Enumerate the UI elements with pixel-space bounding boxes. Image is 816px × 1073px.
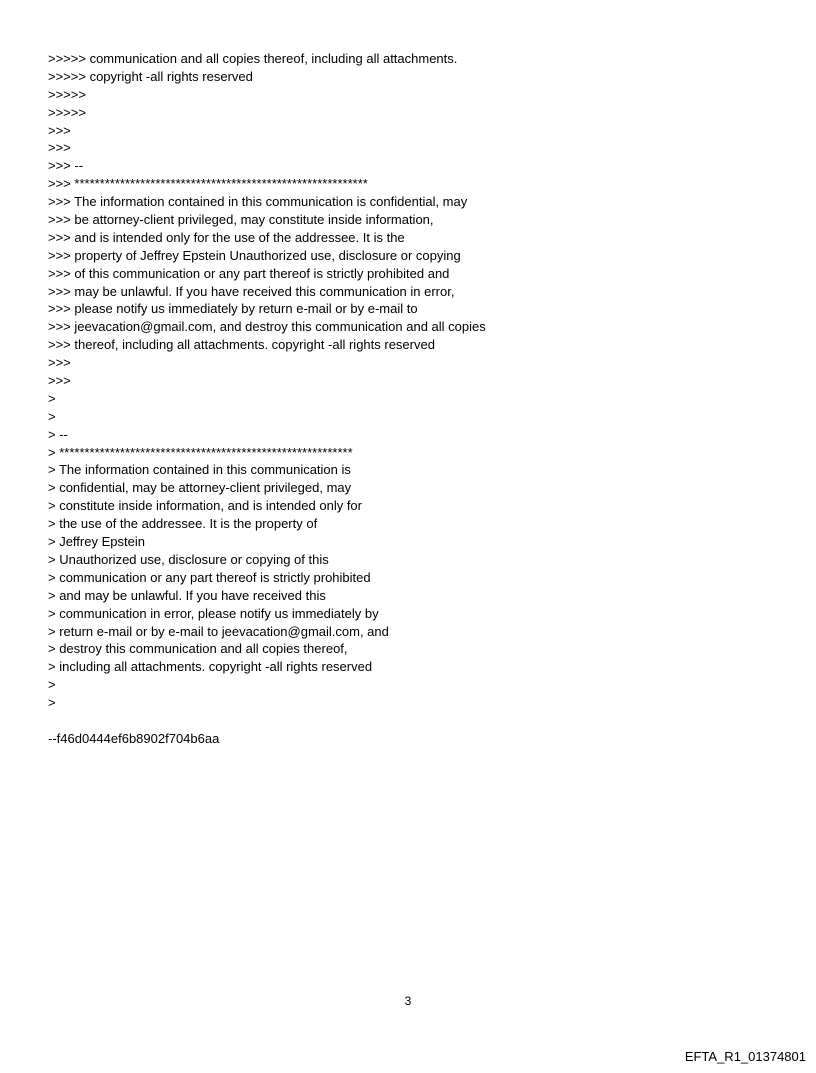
text-line: > The information contained in this communication is — [48, 462, 351, 478]
separator-line: > ********************************************************** — [48, 444, 353, 460]
separator-line: >>> ********************************************************** — [48, 176, 368, 192]
text-line: > confidential, may be attorney-client privileged, may — [48, 480, 352, 496]
text-line: >>> — [48, 355, 71, 371]
text-line: >>> jeevacation@gmail.com, and destroy this communication and all copies — [48, 319, 486, 335]
text-line: > -- — [48, 426, 68, 442]
text-line: > including all attachments. copyright -all rights reserved — [48, 659, 373, 675]
text-line: > — [48, 695, 56, 711]
text-line: >>> The information contained in this communication is confidential, may — [48, 194, 468, 210]
text-line: > — [48, 408, 56, 424]
text-line: >>>>> — [48, 104, 86, 120]
text-line: >>> of this communication or any part thereof is strictly prohibited and — [48, 265, 450, 281]
text-line: >>> -- — [48, 158, 84, 174]
page-number: 3 — [404, 994, 412, 1008]
text-line: > — [48, 677, 56, 693]
text-line: >>> property of Jeffrey Epstein Unauthorized use, disclosure or copying — [48, 247, 461, 263]
text-line: >>>>> copyright -all rights reserved — [48, 68, 253, 84]
text-line: > Unauthorized use, disclosure or copying of this — [48, 551, 329, 567]
blank-line — [48, 712, 768, 730]
text-line: > return e-mail or by e-mail to jeevacation@gmail.com, and — [48, 623, 389, 639]
text-line: > communication in error, please notify us immediately by — [48, 605, 379, 621]
email-body — [48, 50, 768, 748]
text-line: >>>>> — [48, 86, 86, 102]
text-line: > the use of the addressee. It is the property of — [48, 516, 318, 532]
text-line: > communication or any part thereof is strictly prohibited — [48, 569, 371, 585]
text-line: >>> and is intended only for the use of the addressee. It is the — [48, 229, 405, 245]
document-id: EFTA_R1_01374801 — [684, 1049, 806, 1064]
text-line: >>> may be unlawful. If you have received this communication in error, — [48, 283, 455, 299]
text-line: >>> be attorney-client privileged, may constitute inside information, — [48, 212, 434, 228]
text-line: > — [48, 390, 56, 406]
text-line: > destroy this communication and all copies thereof, — [48, 641, 348, 657]
text-line: >>> please notify us immediately by return e-mail or by e-mail to — [48, 301, 418, 317]
text-line: > constitute inside information, and is intended only for — [48, 498, 362, 514]
text-line: > and may be unlawful. If you have received this — [48, 587, 326, 603]
text-line: >>>>> communication and all copies thereof, including all attachments. — [48, 51, 458, 66]
text-line: >>> — [48, 122, 71, 138]
text-line: >>> thereof, including all attachments. copyright -all rights reserved — [48, 337, 435, 353]
text-line: >>> — [48, 373, 71, 389]
text-line: >>> — [48, 140, 71, 156]
mime-boundary: --f46d0444ef6b8902f704b6aa — [48, 730, 220, 746]
text-line: > Jeffrey Epstein — [48, 534, 145, 550]
